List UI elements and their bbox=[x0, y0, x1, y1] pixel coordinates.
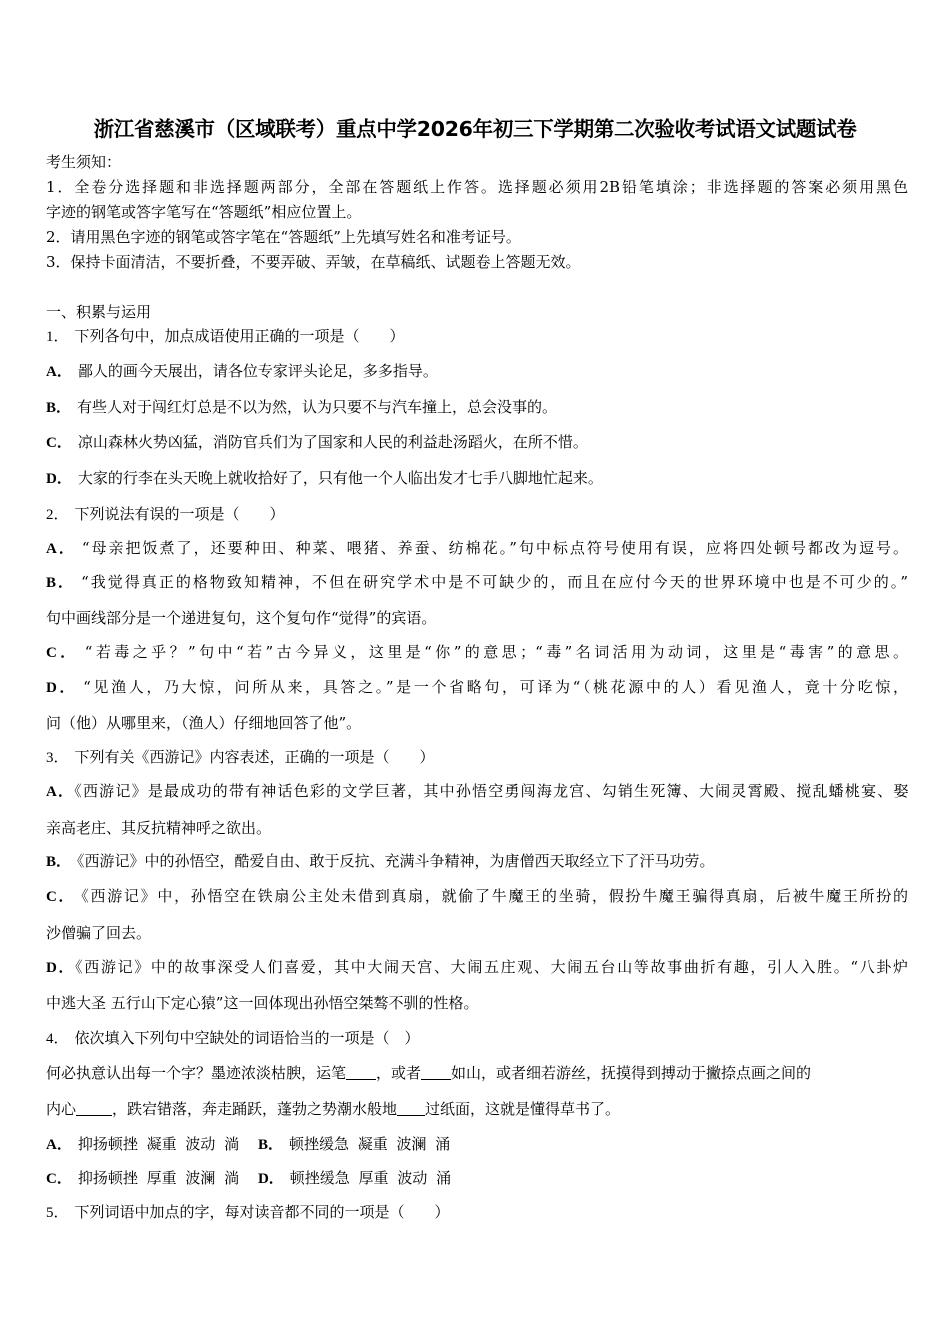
option-label: C． bbox=[46, 435, 72, 451]
question-5-stem bbox=[46, 1202, 908, 1223]
option-label: D． bbox=[46, 471, 72, 487]
option-text: 抑扬顿挫 凝重 波动 淌 bbox=[77, 1135, 240, 1153]
option-d[interactable] bbox=[46, 468, 908, 489]
question-3-stem bbox=[46, 747, 908, 768]
option-c[interactable] bbox=[46, 1169, 239, 1187]
question-number: 3． bbox=[46, 750, 69, 766]
options-row bbox=[46, 1168, 908, 1189]
option-text: 顿挫缓急 厚重 波动 涌 bbox=[289, 1169, 452, 1187]
option-c[interactable] bbox=[46, 642, 908, 663]
option-d[interactable] bbox=[258, 1169, 451, 1187]
question-number: 4． bbox=[46, 1031, 69, 1047]
options-row bbox=[46, 1134, 908, 1155]
passage-text: 何必执意认出每一个字？墨迹浓淡枯腴，运笔 bbox=[46, 1064, 347, 1082]
option-text: 有些人对于闯红灯总是不以为然，认为只要不与汽车撞上，总会没事的。 bbox=[77, 398, 558, 416]
option-text: 凉山森林火势凶猛，消防官兵们为了国家和人民的利益赴汤蹈火，在所不惜。 bbox=[77, 433, 588, 451]
option-label: C． bbox=[46, 889, 76, 905]
notice-item: 3．保持卡面清洁，不要折叠，不要弄破、弄皱，在草稿纸、试题卷上答题无效。 bbox=[46, 253, 581, 271]
question-text: 下列词语中加点的字，每对读音都不同的一项是（ ） bbox=[74, 1203, 450, 1221]
option-text: 鄙人的画今天展出，请各位专家评头论足，多多指导。 bbox=[77, 362, 438, 380]
option-text: 《西游记》中的故事深受人们喜爱，其中大闹天宫、大闹五庄观、大闹五台山等故事曲折有趣，引人入胜。“八卦炉 bbox=[75, 958, 908, 976]
question-number: 2． bbox=[46, 507, 69, 523]
question-text: 依次填入下列句中空缺处的词语恰当的一项是（ ） bbox=[74, 1029, 420, 1047]
passage-text: 内心 bbox=[46, 1100, 77, 1118]
section-heading: 一、积累与运用 bbox=[46, 303, 152, 321]
notice-heading: 考生须知： bbox=[46, 153, 122, 171]
option-text: 《西游记》中，孙悟空在铁扇公主处未借到真扇，就偷了牛魔王的坐骑，假扮牛魔王骗得真扇，后被牛魔王所扮的 bbox=[81, 887, 908, 905]
option-text: 《西游记》是最成功的带有神话色彩的文学巨著，其中孙悟空勇闯海龙宫、勾销生死簿、大闹灵霄殿、搅乱蟠桃宴、娶 bbox=[74, 782, 908, 800]
option-label: B． bbox=[257, 1137, 283, 1153]
option-text: 抑扬顿挫 厚重 波澜 淌 bbox=[77, 1169, 240, 1187]
option-label: B． bbox=[46, 400, 72, 416]
option-b-continued: 句中画线部分是一个递进复句，这个复句作“觉得”的宾语。 bbox=[46, 609, 437, 627]
option-b[interactable] bbox=[46, 851, 908, 872]
notice-item: 字迹的钢笔或答字笔写在“答题纸”相应位置上。 bbox=[46, 203, 362, 221]
question-number: 1． bbox=[46, 329, 69, 345]
option-text: 《西游记》中的孙悟空，酷爱自由、敢于反抗、充满斗争精神，为唐僧西天取经立下了汗马功劳。 bbox=[77, 852, 715, 870]
option-a[interactable] bbox=[46, 1135, 239, 1153]
option-label: D． bbox=[46, 680, 78, 696]
option-text: “见渔人，乃大惊，问所从来，具答之。”是一个省略句，可译为“（桃花源中的人）看见渔人，竟十分吃惊， bbox=[83, 678, 908, 696]
fill-blank-1 bbox=[346, 1065, 376, 1080]
question-number: 5． bbox=[46, 1205, 69, 1221]
option-d[interactable] bbox=[46, 677, 908, 698]
option-a[interactable] bbox=[46, 538, 908, 559]
option-d-continued: 问（他）从哪里来，（渔人）仔细地回答了他”。 bbox=[46, 714, 362, 732]
question-4-stem bbox=[46, 1028, 908, 1049]
option-c-continued: 沙僧骗了回去。 bbox=[46, 924, 152, 942]
question-text: 下列说法有误的一项是（ ） bbox=[74, 505, 285, 523]
notice-item: 1．全卷分选择题和非选择题两部分，全部在答题纸上作答。选择题必须用2B铅笔填涂；非选择题的答案必须用黑色 bbox=[46, 178, 908, 196]
question-1-stem bbox=[46, 326, 908, 347]
option-label: A． bbox=[46, 1137, 72, 1153]
passage-text: ，跌宕错落，奔走踊跃，蓬勃之势潮水般地 bbox=[112, 1100, 398, 1118]
option-d[interactable] bbox=[46, 957, 908, 978]
option-a-continued: 亲高老庄、其反抗精神呼之欲出。 bbox=[46, 819, 272, 837]
passage-text: 过纸面，这就是懂得草书了。 bbox=[425, 1100, 621, 1118]
option-c[interactable] bbox=[46, 432, 908, 453]
fill-blank-4 bbox=[397, 1101, 425, 1116]
option-text: “若毒之乎？”句中“若”古今异义，这里是“你”的意思；“毒”名词活用为动词，这里是“毒害”的意思。 bbox=[84, 643, 908, 661]
passage-text: ，或者 bbox=[376, 1064, 422, 1082]
option-b[interactable] bbox=[46, 572, 908, 593]
question-text: 下列各句中，加点成语使用正确的一项是（ ） bbox=[74, 327, 405, 345]
option-label: A． bbox=[46, 541, 76, 557]
page-title: 浙江省慈溪市（区域联考）重点中学2026年初三下学期第二次验收考试语文试题试卷 bbox=[93, 117, 857, 141]
option-label: C． bbox=[46, 1171, 72, 1187]
option-label: C． bbox=[46, 645, 79, 661]
option-c[interactable] bbox=[46, 886, 908, 907]
question-4-passage bbox=[46, 1099, 908, 1119]
option-label: A． bbox=[46, 784, 75, 800]
option-label: D． bbox=[46, 960, 76, 976]
option-label: B． bbox=[46, 575, 76, 591]
option-b[interactable] bbox=[258, 1135, 450, 1153]
option-a[interactable] bbox=[46, 361, 908, 382]
option-text: “我觉得真正的格物致知精神，不但在研究学术中是不可缺少的，而且在应付今天的世界环境中也是不可少的。” bbox=[81, 573, 909, 591]
option-b[interactable] bbox=[46, 397, 908, 418]
option-d-continued: 中逃大圣 五行山下定心猿”这一回体现出孙悟空桀骜不驯的性格。 bbox=[46, 994, 479, 1012]
fill-blank-2 bbox=[421, 1065, 451, 1080]
option-text: 顿挫缓急 凝重 波澜 涌 bbox=[288, 1135, 451, 1153]
notice-item: 2．请用黑色字迹的钢笔或答字笔在“答题纸”上先填写姓名和准考证号。 bbox=[46, 228, 521, 246]
option-label: B． bbox=[46, 854, 72, 870]
option-text: “母亲把饭煮了，还要种田、种菜、喂猪、养蚕、纺棉花。”句中标点符号使用有误，应将四处顿号都改为逗号。 bbox=[81, 539, 909, 557]
question-2-stem bbox=[46, 504, 908, 525]
passage-text: 如山，或者细若游丝，抚摸得到搏动于撇捺点画之间的 bbox=[451, 1064, 812, 1082]
option-text: 大家的行李在头天晚上就收拾好了，只有他一个人临出发才七手八脚地忙起来。 bbox=[77, 469, 603, 487]
option-label: D． bbox=[257, 1171, 284, 1187]
question-text: 下列有关《西游记》内容表述，正确的一项是（ ） bbox=[74, 748, 435, 766]
option-label: A． bbox=[46, 364, 72, 380]
question-4-passage bbox=[46, 1063, 908, 1083]
option-a[interactable] bbox=[46, 781, 908, 802]
fill-blank-3 bbox=[76, 1101, 112, 1116]
